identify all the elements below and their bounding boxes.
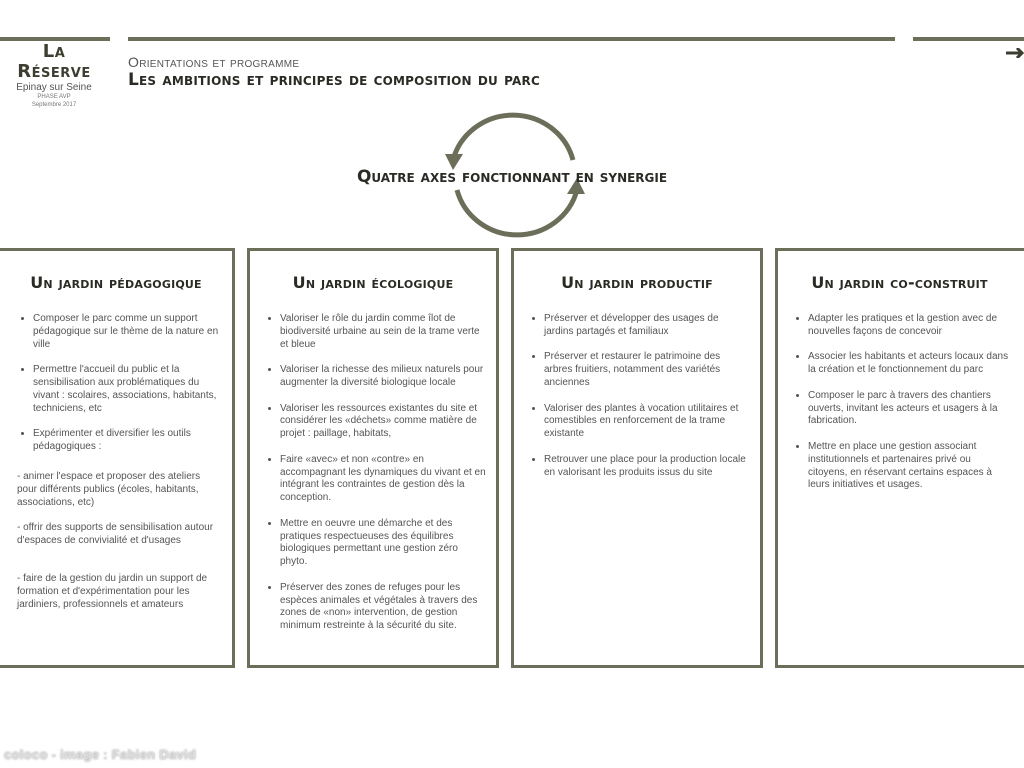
list-item: • Valoriser le rôle du jardin comme îlot de biodiversité urbaine au sein de la trame verte et bleue xyxy=(280,313,486,351)
axes-title: Quatre axes fonctionnant en synergie xyxy=(356,167,668,187)
list-item: • Expérimenter et diversifier les outils pédagogiques : xyxy=(33,428,222,454)
list-item: • Adapter les pratiques et la gestion avec de nouvelles façons de concevoir xyxy=(808,313,1011,339)
list-item: • Mettre en oeuvre une démarche et des pratiques respectueuses des équilibres biologiques permettant une gestion zéro phyto. xyxy=(280,518,486,569)
list-item: • Permettre l'accueil du public et la sensibilisation aux problématiques du vivant : scolaires, associations, habitants, techniciens, etc xyxy=(33,364,222,415)
list-item: • Composer le parc comme un support pédagogique sur le thème de la nature en ville xyxy=(33,313,222,351)
list-item: • Composer le parc à travers des chantiers ouverts, invitant les acteurs et usagers à la fabrication. xyxy=(808,390,1011,428)
card-title: Un jardin co-construit xyxy=(811,273,988,292)
card-list xyxy=(792,313,1011,505)
list-item: • Retrouver une place pour la production locale en valorisant les produits issus du site xyxy=(544,454,750,480)
list-item: • Valoriser la richesse des milieux naturels pour augmenter la diversité biologique locale xyxy=(280,364,486,390)
card-pedagogique xyxy=(0,248,235,668)
card-productif xyxy=(511,248,763,668)
card-title: Un jardin productif xyxy=(561,273,713,292)
image-credit: coloco - image : Fabien David xyxy=(4,747,197,762)
card-list xyxy=(17,313,222,467)
sub-item: - animer l'espace et proposer des ateliers pour différents publics (écoles, habitants, associations, etc) xyxy=(17,471,201,508)
card-list xyxy=(264,313,486,646)
next-arrow-icon[interactable] xyxy=(1006,48,1024,58)
brand-phase: PHASE AVP xyxy=(37,94,71,100)
list-item: • Préserver et restaurer le patrimoine des arbres fruitiers, notamment des variétés anciennes xyxy=(544,351,750,389)
list-item: • Valoriser des plantes à vocation utilitaires et comestibles en renforcement de la trame existante xyxy=(544,403,750,441)
list-item: • Valoriser les ressources existantes du site et considérer les «déchets» comme matière de projet : paillage, habitats, xyxy=(280,403,486,441)
card-list xyxy=(528,313,750,492)
list-item: • Associer les habitants et acteurs locaux dans la création et le fonctionnement du parc xyxy=(808,351,1011,377)
page-title: Les ambitions et principes de composition du parc xyxy=(128,70,540,90)
brand-date: Septembre 2017 xyxy=(31,102,77,108)
brand-place: Epinay sur Seine xyxy=(16,82,92,93)
card-title: Un jardin écologique xyxy=(292,273,454,292)
card-ecologique xyxy=(247,248,499,668)
list-item: • Préserver des zones de refuges pour les espèces animales et végétales à travers des zones de «non» intervention, de gestion minimum restreinte à la sécurité du site. xyxy=(280,582,486,633)
list-item: • Faire «avec» et non «contre» en accompagnant les dynamiques du vivant et en intégrant les contraintes de gestion dès la conception. xyxy=(280,454,486,505)
sub-item: - offrir des supports de sensibilisation autour d'espaces de convivialité et d'usages xyxy=(17,522,214,546)
header-rule-right xyxy=(913,37,1024,41)
section-title: Orientations et programme xyxy=(128,54,300,70)
list-item: • Préserver et développer des usages de jardins partagés et familiaux xyxy=(544,313,750,339)
list-item: • Mettre en place une gestion associant institutionnels et partenaires privé ou citoyens, en réservant certains espaces à leurs initiatives et usages. xyxy=(808,441,1011,492)
header-rule-main xyxy=(128,37,895,41)
card-title: Un jardin pédagogique xyxy=(30,273,202,292)
brand-name: La Réserve xyxy=(17,41,91,82)
sub-item: - faire de la gestion du jardin un support de formation et d'expérimentation pour les jardiniers, professionnels et amateurs xyxy=(17,573,208,610)
brand-block xyxy=(8,42,100,109)
card-co-construit xyxy=(775,248,1024,668)
